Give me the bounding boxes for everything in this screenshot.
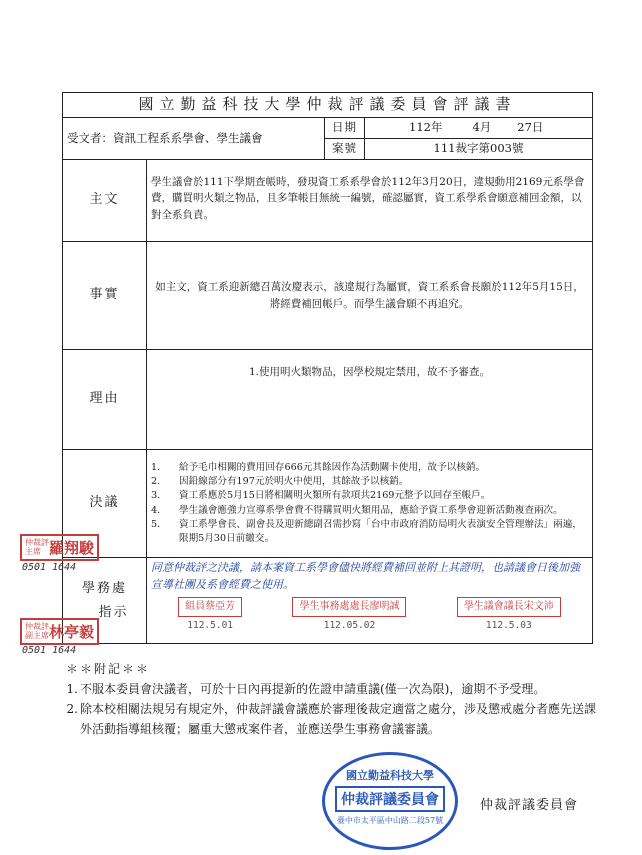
date-year: 112年 — [409, 120, 443, 135]
chair-signature-stamp: 仲裁評 主席 羅翔駿 — [20, 534, 99, 561]
notes-section — [62, 660, 602, 739]
main-text: 學生議會於111下學期查帳時，發現資工系系學會於112年3月20日，違規動用2169元系學會費，購買明火類之物品，且多筆帳目無統一編號，確認屬實，資工系學系會願意補回金額，以對全系負責。 — [147, 160, 593, 242]
office-stamps — [147, 595, 592, 635]
reason-label: 理由 — [63, 350, 147, 450]
date-day: 27日 — [517, 120, 544, 135]
committee-seal: 國立勤益科技大學 仲裁評議委員會 臺中市太平區中山路二段57號 — [322, 752, 458, 850]
stamp-director: 學生事務處處長廖明誠 112.05.02 — [292, 597, 406, 633]
notes-heading: ＊＊附記＊＊ — [66, 662, 151, 676]
resolution-item: 2. 因鉛線部分有197元於明火中使用，其餘故予以核銷。 — [151, 476, 409, 488]
note-item: 1. 不服本委員會決議者，可於十日內再提新的佐證申請重議(僅一次為限)，逾期不予受理。 — [66, 682, 546, 697]
fact-text: 如主文，資工系迎新總召萬汝慶表示，該違規行為屬實，資工系系會長願於112年5月15日，將經費補回帳戶。而學生議會願不再追究。 — [147, 242, 593, 350]
resolution-list — [147, 459, 592, 548]
fact-label: 事實 — [63, 242, 147, 350]
chair-signature-date: 0501 1644 — [22, 562, 77, 573]
resolution-item: 1. 給予毛巾相關的費用回存666元其餘因作為活動關卡使用，故予以核銷。 — [151, 461, 486, 473]
committee-signature: 仲裁評議委員會 — [480, 798, 579, 813]
reason-text: 1.使用明火類物品，因學校規定禁用，故不予審查。 — [147, 350, 593, 450]
recipient-value: 資訊工程系系學會、學生議會 — [113, 130, 263, 145]
note-item: 2. 除本校相關法規另有規定外，仲裁評議會議應於審理後裁定適當之處分，涉及懲戒處分者應先送課外活動指導組核覆；屬重大懲戒案件者，並應送學生事務會議審議。 — [66, 702, 597, 736]
document — [62, 92, 592, 644]
recipient-cell — [63, 118, 325, 160]
recipient-label: 受文者： — [67, 130, 113, 145]
date-label: 日期 — [325, 118, 365, 139]
stamp-staff: 組員蔡亞芳 112.5.01 — [178, 597, 242, 633]
case-label: 案號 — [325, 139, 365, 160]
resolution-cell — [147, 450, 593, 558]
resolution-label: 決議 — [63, 450, 147, 558]
office-label: 學務處 — [81, 581, 127, 597]
resolution-item: 4. 學生議會應強力宣導系學會費不得購買明火類用品，應給予資工系學會迎新活動複查兩次。 — [151, 504, 563, 516]
resolution-item: 5. 資工系學會長、副會長及迎新總副召需抄寫「台中市政府消防局明火表演安全管理辦法」兩遍，限期5月30日前繳交。 — [151, 518, 582, 544]
resolution-item: 3. 資工系應於5月15日將相關明火類所有款項共2169元整予以回存至帳戶。 — [151, 490, 491, 502]
office-cell — [147, 558, 593, 644]
vice-chair-signature-stamp: 仲裁評 副主席林亭毅 — [20, 618, 99, 645]
office-label-2: 指示 — [98, 604, 129, 620]
decision-table — [62, 92, 593, 644]
date-month: 4月 — [472, 120, 492, 135]
case-number: 111裁字第003號 — [365, 139, 593, 160]
main-label: 主文 — [63, 160, 147, 242]
document-title: 國立勤益科技大學仲裁評議委員會評議書 — [63, 93, 593, 118]
stamp-speaker: 學生議會議長宋文沛 112.5.03 — [457, 597, 561, 633]
office-handwritten-note: 同意仲裁評之決議，請本案資工系學會儘快將經費補回並附上其證明，也請議會日後加強宣導社團及系會經費之使用。 — [151, 561, 580, 591]
vice-chair-signature-date: 0501 1644 — [22, 645, 77, 656]
date-value — [365, 118, 593, 139]
